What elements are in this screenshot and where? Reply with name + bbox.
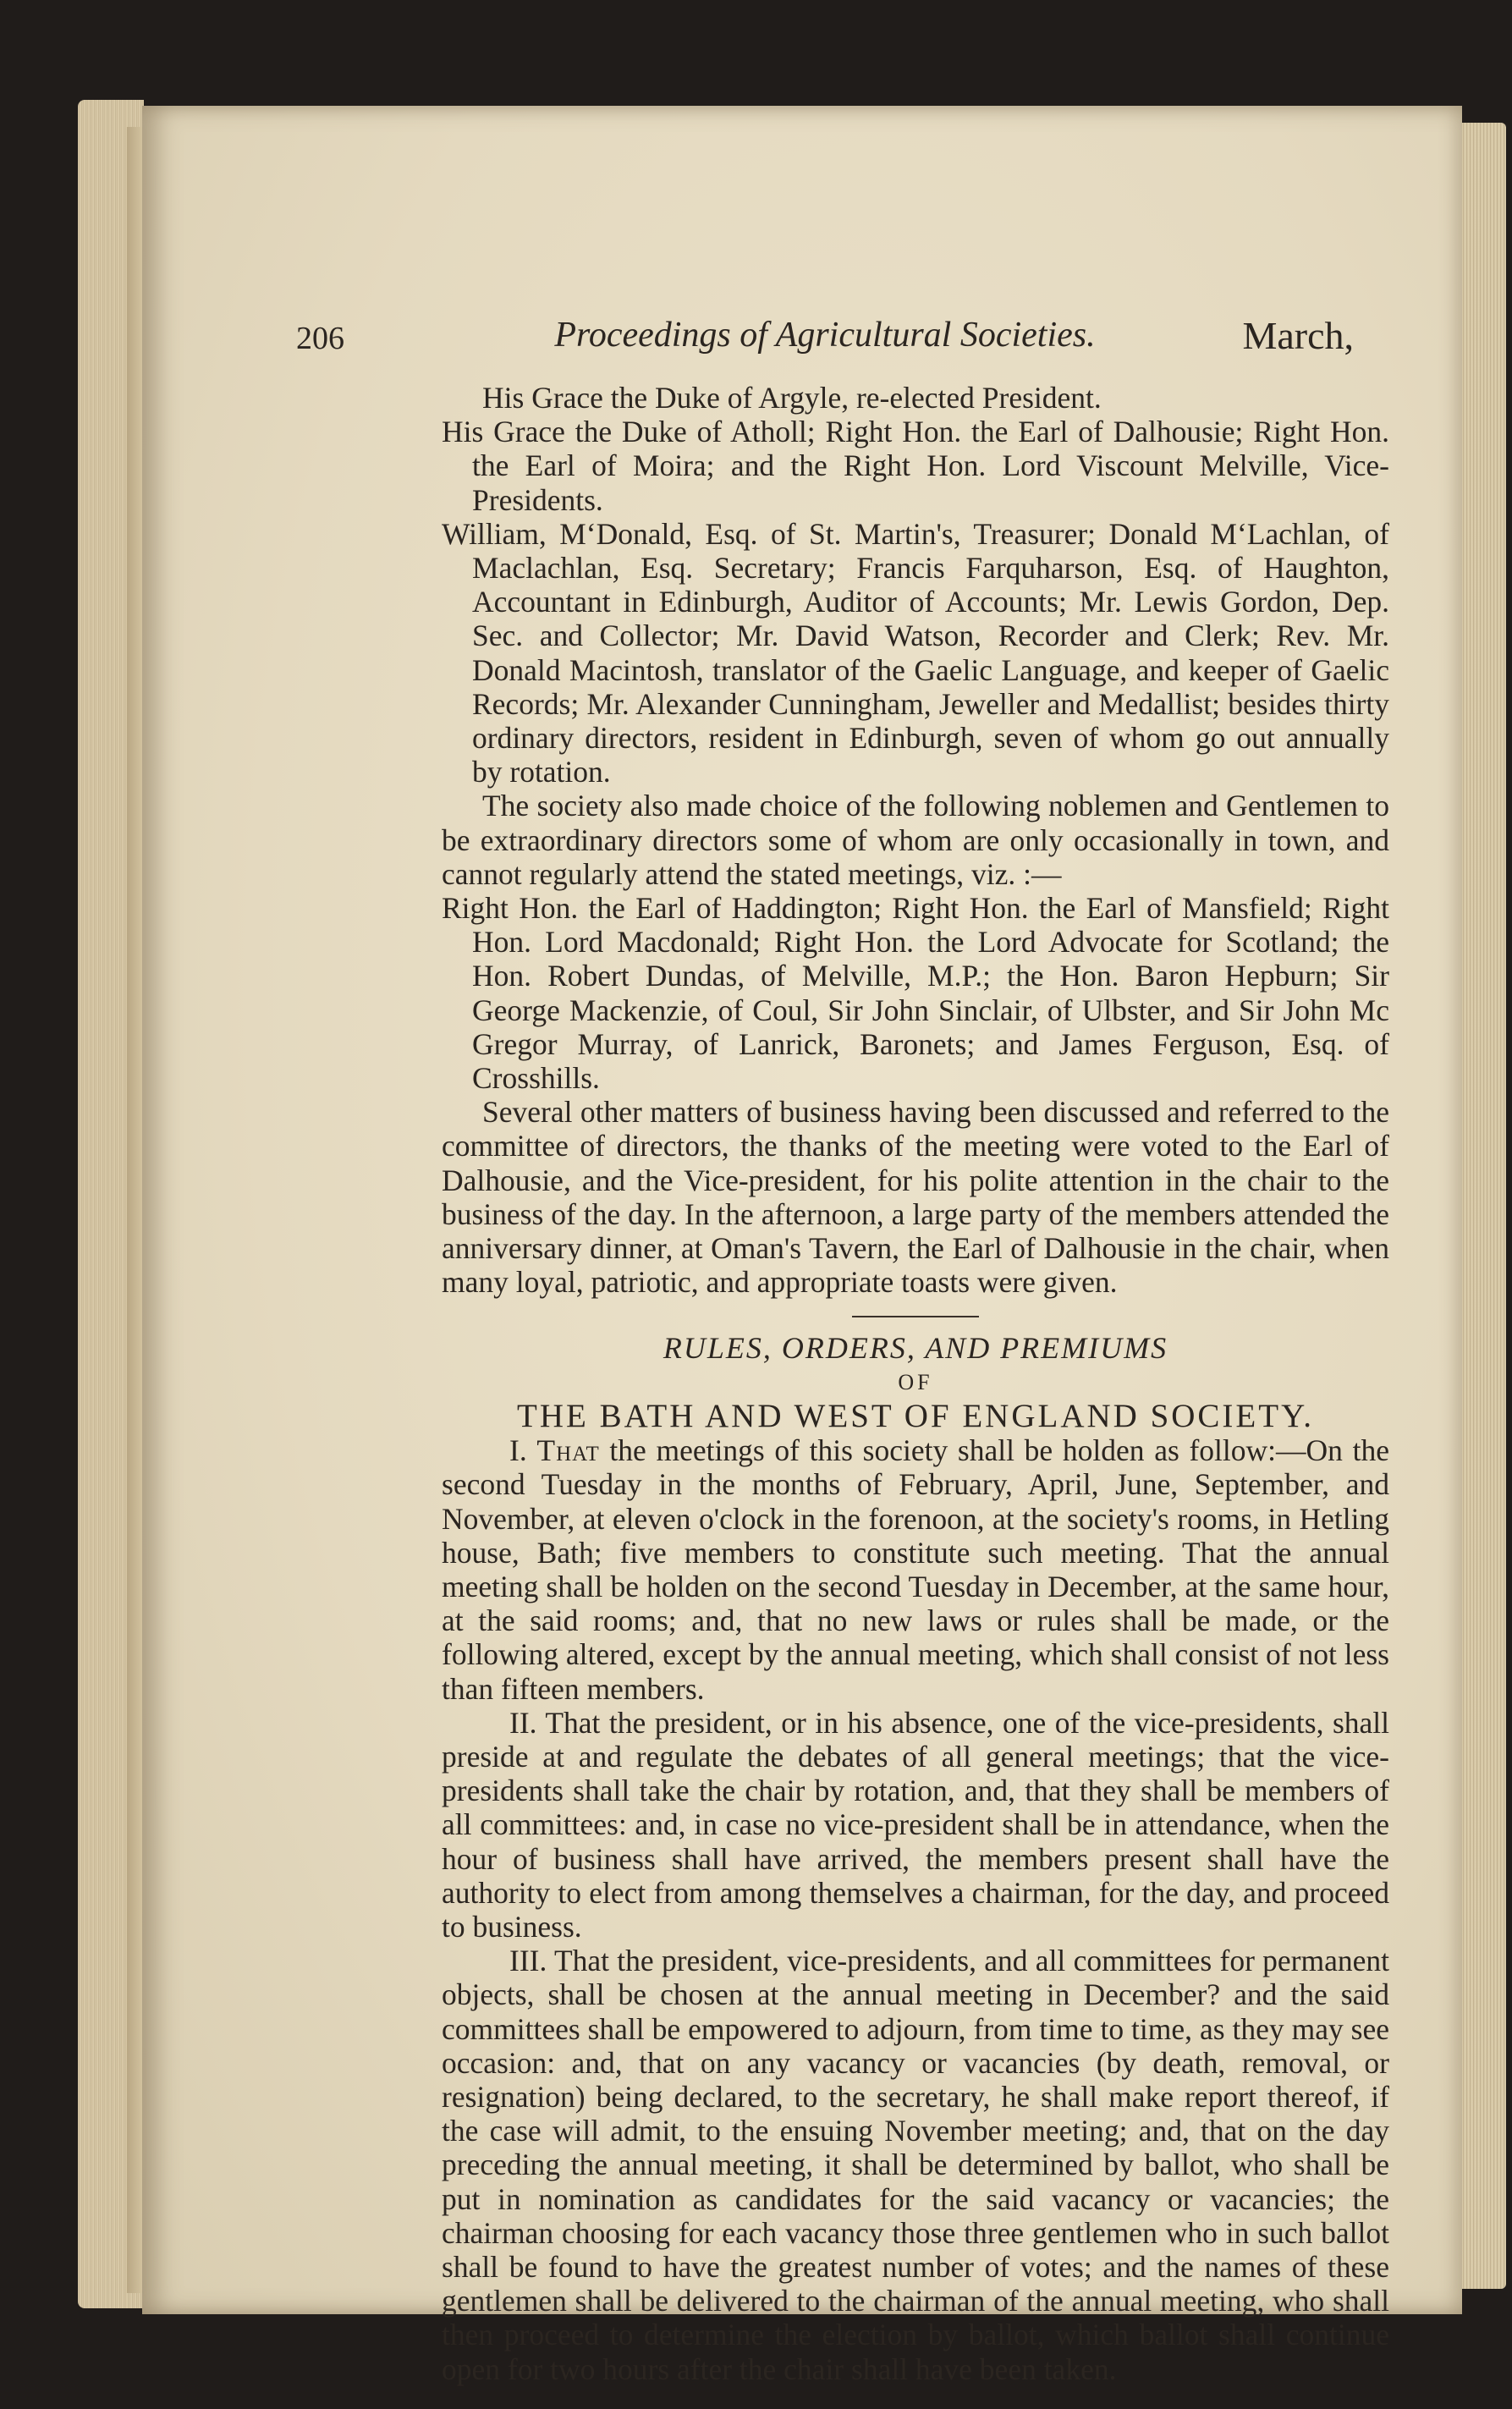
page-number: 206 [296,321,344,356]
page-body [442,381,1389,2386]
rule-1-text: the meetings of this society shall be holden as follow:—On the second Tuesday in the months of February, April, June, September, and November, at eleven o'clock in the forenoon, at the society's rooms, in Hetling house, Bath; five members to constitute such meeting. That the annual meeting shall be holden on the second Tuesday in December, at the same hour, at the said rooms; and, that no new laws or rules shall be made, or the following altered, except by the annual meeting, which shall consist of not less than fifteen members. [442,1433,1390,1706]
president-paragraph: His Grace the Duke of Argyle, re-elected President. [482,381,1102,415]
rules-heading: RULES, ORDERS, AND PREMIUMS [663,1331,1168,1366]
rules-heading-of: OF [898,1369,933,1394]
running-title: Proceedings of Agricultural Societies. [554,316,1096,355]
extraordinary-directors-list: Right Hon. the Earl of Haddington; Right Hon. the Earl of Mansfield; Right Hon. Lord Macdonald; Right Hon. the Lord Advocate for Scotland; the Hon. Robert Dundas, of Melville, M.P.; the Hon. Baron Hepburn; Sir George Mackenzie, of Coul, Sir John Sinclair, of Ulbster, and Sir John Mc Gregor Murray, of Lanrick, Baronets; and James Ferguson, Esq. of Crosshills. [442,891,1389,1096]
page-header [296,314,1354,371]
vice-presidents-paragraph: His Grace the Duke of Atholl; Right Hon. the Earl of Dalhousie; Right Hon. the Earl of Moira; and the Right Hon. Lord Viscount Melville, Vice-Presidents. [442,415,1389,517]
rule-1-paragraph [442,1433,1389,1706]
rule-1-number: I. [509,1433,527,1468]
meeting-summary-paragraph: Several other matters of business having been discussed and referred to the committee of directors, the thanks of the meeting were voted to the Earl of Dalhousie, and the Vice-president, for his polite attention in the chair to the business of the day. In the afternoon, a large party of the members attended the anniversary dinner, at Oman's Tavern, the Earl of Dalhousie in the chair, when many loyal, patriotic, and appropriate toasts were given. [442,1095,1389,1300]
extraordinary-directors-intro: The society also made choice of the following noblemen and Gentlemen to be extraordinary directors some of whom are only occasionally in town, and cannot regularly attend the stated meetings, viz. :— [442,789,1389,891]
society-heading: THE BATH AND WEST OF ENGLAND SOCIETY. [517,1397,1314,1434]
officers-paragraph: William, M‘Donald, Esq. of St. Martin's, Treasurer; Donald M‘Lachlan, of Maclachlan, Esq. Secretary; Francis Farquharson, Esq. of Haughton, Accountant in Edinburgh, Auditor of Accounts; Mr. Lewis Gordon, Dep. Sec. and Collector; Mr. David Watson, Recorder and Clerk; Rev. Mr. Donald Macintosh, translator of the Gaelic Language, and keeper of Gaelic Records; Mr. Alexander Cunningham, Jeweller and Medallist; besides thirty ordinary directors, resident in Edinburgh, seven of whom go out annually by rotation. [442,516,1389,789]
section-divider [852,1316,979,1317]
right-page-edges [1457,123,1506,2289]
rule-2-paragraph: II. That the president, or in his absence, one of the vice-presidents, shall preside at and regulate the debates of all general meetings; that the vice-presidents shall take the chair by rotation, and, that they shall be members of all committees: and, in case no vice-president shall be in attendance, when the hour of business shall have arrived, the members present shall have the authority to elect from among themselves a chairman, for the day, and proceed to business. [442,1705,1389,1944]
rule-1-lead-word: That [536,1433,600,1468]
running-month: March, [1242,314,1354,357]
rule-3-paragraph: III. That the president, vice-presidents, and all committees for permanent objects, shall be chosen at the annual meeting in December? and the said committees shall be empowered to adjourn, from time to time, as they may see occasion: and, that on any vacancy or vacancies (by death, removal, or resignation) being declared, to the secretary, he shall make report thereof, if the case will admit, to the ensuing November meeting; and, that on the day preceding the annual meeting, it shall be determined by ballot, who shall be put in nomination as candidates for the said vacancy or vacancies; the chairman choosing for each vacancy those three gentlemen who in such ballot shall be found to have the greatest number of votes; and the names of these gentlemen shall be delivered to the chairman of the annual meeting, who shall then proceed to determine the election by ballot, which ballot shall continue open for two hours after the chair shall have been taken. [442,1944,1389,2386]
